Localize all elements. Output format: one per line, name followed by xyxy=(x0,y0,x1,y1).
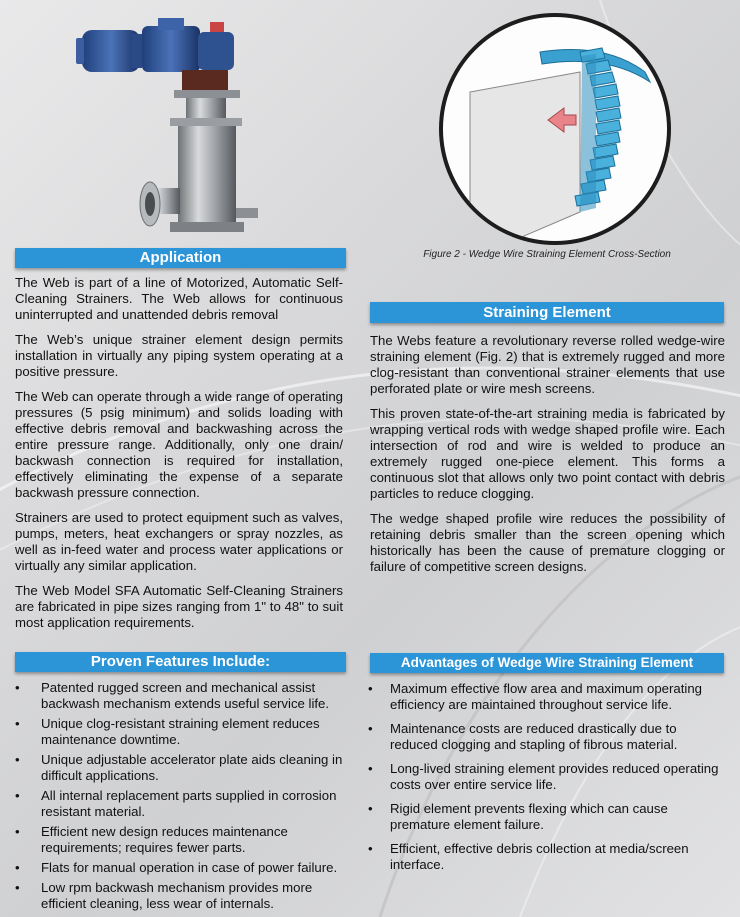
straining-paragraph: The wedge shaped profile wire reduces the possibility of retaining debris smaller than the screen opening which historically has been the cause of premature clogging or failure of competitive screen designs. xyxy=(370,511,725,574)
advantages-list xyxy=(368,681,725,881)
list-item: • Maintenance costs are reduced drastically due to reduced clogging and stapling of fibrous material. xyxy=(368,721,678,752)
application-section xyxy=(15,275,343,640)
application-paragraph: The Web Model SFA Automatic Self-Cleaning Strainers are fabricated in pipe sizes ranging from 1" to 48" to suit most application requirements. xyxy=(15,583,343,630)
features-list xyxy=(15,680,343,916)
application-paragraph: The Web can operate through a wide range of operating pressures (5 psig minimum) and solids loading with effective debris removal and backwashing across the entire pressure range. Additionally, only one drain/ backwash connection is required for installation, effectively eliminating the expense of a separate backwash pressure connection. xyxy=(15,389,343,500)
list-item: • Flats for manual operation in case of power failure. xyxy=(15,860,338,875)
list-item: • Maximum effective flow area and maximum operating efficiency are maintained throughout service life. xyxy=(368,681,702,712)
features-heading: Proven Features Include: xyxy=(15,652,346,672)
straining-paragraph: The Webs feature a revolutionary reverse rolled wedge-wire straining element (Fig. 2) that is extremely rugged and more clog-resistant than conventional strainer elements that use perforated plate or wire mesh screens. xyxy=(370,333,725,396)
list-item: • Patented rugged screen and mechanical assist backwash mechanism extends useful service life. xyxy=(15,680,330,711)
list-item: • All internal replacement parts supplied in corrosion resistant material. xyxy=(15,788,337,819)
list-item: • Low rpm backwash mechanism provides more efficient cleaning, less wear of internals. xyxy=(15,880,313,911)
application-paragraph: The Web is part of a line of Motorized, Automatic Self-Cleaning Strainers. The Web allows for continuous uninterrupted and unattended debris removal xyxy=(15,275,343,322)
straining-element-section xyxy=(370,333,725,584)
application-paragraph: Strainers are used to protect equipment such as valves, pumps, meters, heat exchangers or spray nozzles, as well as in-feed water and process water applications or virtually any similar application. xyxy=(15,510,343,573)
straining-element-heading: Straining Element xyxy=(370,302,724,323)
wedge-wire-cross-section-figure xyxy=(430,12,680,247)
application-paragraph: The Web’s unique strainer element design permits installation in virtually any piping system operating at a positive pressure. xyxy=(15,332,343,379)
list-item: • Long-lived straining element provides reduced operating costs over entire service life. xyxy=(368,761,719,792)
list-item: • Unique adjustable accelerator plate aids cleaning in difficult applications. xyxy=(15,752,343,783)
application-heading: Application xyxy=(15,248,346,268)
strainer-product-photo xyxy=(70,8,330,243)
straining-paragraph: This proven state-of-the-art straining media is fabricated by wrapping vertical rods with wedge shaped profile wire. Each intersection of rod and wire is welded to produce an extremely rugged one-piece element. This forms a continuous slot that allows only two point contact with debris particles to reduce clogging. xyxy=(370,406,725,501)
list-item: • Unique clog-resistant straining element reduces maintenance downtime. xyxy=(15,716,320,747)
figure-caption: Figure 2 - Wedge Wire Straining Element Cross-Section xyxy=(423,249,671,260)
advantages-heading: Advantages of Wedge Wire Straining Element xyxy=(370,653,724,673)
list-item: • Rigid element prevents flexing which can cause premature element failure. xyxy=(368,801,668,832)
list-item: • Efficient, effective debris collection at media/screen interface. xyxy=(368,841,689,872)
list-item: • Efficient new design reduces maintenance requirements; requires fewer parts. xyxy=(15,824,288,855)
